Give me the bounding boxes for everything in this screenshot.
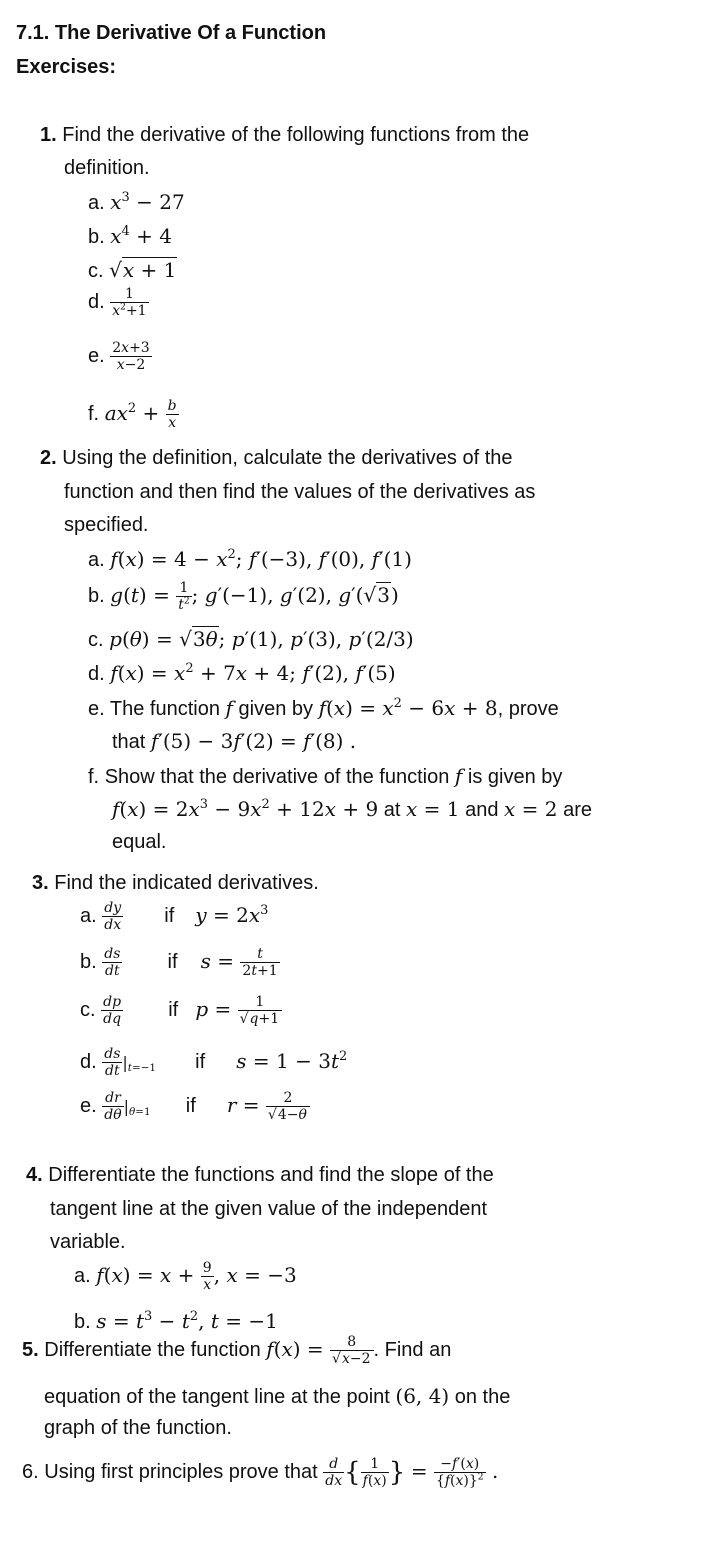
q3-line1 bbox=[32, 872, 319, 895]
q3-a-label: a. bbox=[80, 904, 97, 927]
q4-a-expr: f(x) = x + bbox=[96, 1262, 201, 1287]
q1-item-f bbox=[88, 398, 179, 431]
q5-text-1b: . Find an bbox=[373, 1338, 452, 1361]
q2-f-x2: x = 2 bbox=[504, 797, 558, 821]
q6-line1: 6. Using first principles prove that $\frac{d}{dx}$ { $\frac{1}{f(x)}$ } = $\frac{-f'(x)}{\{f(x)\}^2}$ . bbox=[22, 1456, 499, 1490]
q3-d-label: d. bbox=[80, 1050, 97, 1073]
q2-text-3: specified. bbox=[64, 514, 149, 536]
q3-e-fraction: $\frac{dr}{d\theta}$ bbox=[104, 1090, 122, 1124]
q3-b-expr: s = bbox=[200, 948, 241, 973]
q3-a-fraction: $\frac{dy}{dx}$ bbox=[104, 900, 122, 934]
q4-text-3: variable. bbox=[50, 1231, 126, 1253]
q2-f-label: f. bbox=[88, 766, 100, 788]
q2-item-f bbox=[88, 764, 562, 789]
q4-text-1: Differentiate the functions and find the slope of the bbox=[48, 1164, 494, 1186]
q1-a-expr: $x^3 - 27$ bbox=[110, 190, 185, 214]
q2-item-c bbox=[88, 627, 414, 652]
q1-number: 1. bbox=[40, 124, 57, 146]
q4-item-b bbox=[74, 1309, 278, 1334]
q3-b-label: b. bbox=[80, 950, 97, 973]
q2-f-expr: $f(x) = 2x^3 - 9x^2 + 12x + 9$ bbox=[112, 797, 379, 821]
q5-fraction: $\frac{8}{√x-2}$ bbox=[330, 1334, 373, 1367]
q2-d-expr: $f(x) = x^2 + 7x + 4$; f′(2), f′(5) bbox=[110, 661, 396, 685]
q3-e-expr: r = bbox=[226, 1092, 266, 1117]
q4-a-label: a. bbox=[74, 1264, 91, 1287]
q2-f-text-4: and bbox=[465, 799, 499, 821]
q2-f-x1: x = 1 bbox=[406, 797, 460, 821]
q3-a-expr: $y = 2x^3$ bbox=[195, 902, 269, 927]
q2-b-expr: g(t) = bbox=[110, 582, 177, 607]
q3-c-expr: p = bbox=[195, 996, 238, 1021]
q2-a-label: a. bbox=[88, 549, 105, 571]
q4-a-fraction: $\frac{9}{x}$ bbox=[202, 1260, 212, 1294]
q2-e-text-2: given by bbox=[238, 698, 313, 720]
q1-item-d bbox=[88, 286, 149, 319]
q1-e-label: e. bbox=[88, 344, 105, 367]
q3-b-fraction: $\frac{ds}{dt}$ bbox=[104, 946, 121, 980]
q2-line1 bbox=[40, 447, 513, 470]
q2-item-f-line2 bbox=[112, 797, 592, 822]
q4-b-label: b. bbox=[74, 1311, 91, 1333]
q1-item-e bbox=[88, 340, 152, 373]
q2-text-2: function and then find the values of the derivatives as bbox=[64, 481, 536, 503]
q2-e-f: f bbox=[225, 696, 233, 720]
q2-f-text-6: equal. bbox=[112, 831, 167, 853]
q4-b-expr: $s = t^3 - t^2$, t = −1 bbox=[96, 1309, 278, 1333]
q1-line1 bbox=[40, 124, 529, 147]
q2-c-expr: p(θ) = √3θ; p′(1), p′(3), p′(2/3) bbox=[109, 627, 414, 651]
q3-d-expr: $s = 1 - 3t^2$ bbox=[236, 1048, 348, 1073]
q3-e-if: if bbox=[185, 1094, 196, 1117]
q3-c-if: if bbox=[168, 998, 179, 1021]
q3-a-if: if bbox=[164, 904, 175, 927]
q1-item-c bbox=[88, 258, 177, 283]
q3-item-d bbox=[80, 1046, 347, 1079]
q2-f-text-2: is given by bbox=[467, 766, 563, 788]
q1-f-fraction: $\frac{b}{x}$ bbox=[167, 398, 177, 432]
q1-b-expr: $x^4 + 4$ bbox=[110, 224, 173, 248]
q3-e-rhs-fraction: $\frac{2}{√4-\theta}$ bbox=[266, 1090, 310, 1123]
q2-f-text-3: at bbox=[383, 799, 401, 821]
q3-text: Find the indicated derivatives. bbox=[54, 872, 319, 894]
q2-f-f: f bbox=[454, 764, 463, 788]
q3-e-label: e. bbox=[80, 1094, 97, 1117]
q5-text-3: graph of the function. bbox=[44, 1417, 232, 1439]
q1-a-label: a. bbox=[88, 192, 105, 214]
q2-item-d bbox=[88, 661, 396, 686]
q2-number: 2. bbox=[40, 447, 57, 469]
q1-c-label: c. bbox=[88, 260, 104, 282]
q3-b-if: if bbox=[167, 950, 178, 973]
q5-text-2: equation of the tangent line at the point bbox=[44, 1386, 390, 1408]
q4-line1 bbox=[26, 1164, 494, 1187]
q3-e-eval: $|_{\theta=1}$ bbox=[123, 1096, 151, 1118]
q3-c-label: c. bbox=[80, 998, 96, 1021]
q5-text-1: Differentiate the function bbox=[44, 1338, 261, 1361]
q2-f-text-5: are bbox=[563, 799, 592, 821]
q2-b-label: b. bbox=[88, 584, 105, 607]
q2-d-label: d. bbox=[88, 663, 105, 685]
q3-c-rhs-fraction: $\frac{1}{√q+1}$ bbox=[238, 994, 283, 1027]
q5-text-2b: on the bbox=[454, 1386, 511, 1408]
q2-c-label: c. bbox=[88, 629, 104, 651]
q6-number: 6. bbox=[22, 1460, 39, 1483]
q1-c-expr: √x + 1 bbox=[109, 258, 177, 282]
q3-d-fraction: $\frac{ds}{dt}$ bbox=[104, 1046, 121, 1080]
q6-text: Using first principles prove that bbox=[44, 1460, 318, 1483]
q2-f-text-1: Show that the derivative of the function bbox=[104, 766, 450, 788]
q3-d-if: if bbox=[195, 1050, 206, 1073]
q5-number: 5. bbox=[22, 1338, 39, 1361]
q3-item-e bbox=[80, 1090, 310, 1123]
q1-d-label: d. bbox=[88, 290, 105, 313]
q2-e-text-1: The function bbox=[109, 698, 220, 720]
q2-item-e-line2: that f′(5) − 3f′(2) = f′(8) . bbox=[112, 729, 357, 753]
q6-rhs-fraction: $\frac{-f'(x)}{\{f(x)\}^2}$ bbox=[435, 1456, 484, 1490]
q2-e-label: e. bbox=[88, 698, 105, 720]
q2-item-e bbox=[88, 696, 559, 721]
q5-line1 bbox=[22, 1334, 451, 1367]
q2-e-text-3: , prove bbox=[497, 698, 559, 720]
q2-item-a bbox=[88, 547, 412, 572]
q3-d-eval: $|_{t=-1}$ bbox=[122, 1052, 157, 1074]
q3-b-rhs-fraction: $\frac{t}{2t+1}$ bbox=[242, 946, 278, 980]
q2-e-expr: $f(x) = x^2 - 6x + 8$ bbox=[318, 696, 498, 720]
q1-item-b bbox=[88, 224, 172, 249]
q6-d-dx: $\frac{d}{dx}$ bbox=[325, 1456, 343, 1490]
q2-b-fraction: $\frac{1}{t^2}$ bbox=[178, 580, 190, 614]
q5-line2 bbox=[44, 1384, 510, 1409]
q1-text-2: definition. bbox=[64, 157, 150, 179]
q5-point: (6, 4) bbox=[395, 1384, 450, 1408]
q5-expr: f(x) = bbox=[266, 1336, 331, 1361]
exercises-heading: Exercises: bbox=[16, 56, 117, 78]
q1-text-1: Find the derivative of the following functions from the bbox=[62, 124, 530, 146]
q1-f-expr: $ax^2$ + bbox=[104, 400, 166, 425]
q6-inner-fraction: $\frac{1}{f(x)}$ bbox=[362, 1456, 387, 1490]
section-title: 7.1. The Derivative Of a Function bbox=[16, 22, 327, 44]
q2-text-1: Using the definition, calculate the derivatives of the bbox=[62, 447, 513, 469]
q4-text-2: tangent line at the given value of the independent bbox=[50, 1198, 488, 1220]
q1-d-fraction: $\frac{1}{x^2+1}$ bbox=[112, 286, 147, 320]
q1-e-fraction: $\frac{2x+3}{x-2}$ bbox=[112, 340, 150, 374]
q4-item-a: a. f(x) = x + $\frac{9}{x}$ , x = −3 bbox=[74, 1260, 297, 1294]
q2-e-expr-2: f′(5) − 3f′(2) = f′(8) bbox=[150, 729, 344, 753]
q2-e-text-4: that bbox=[112, 731, 146, 753]
q3-item-b bbox=[80, 946, 280, 979]
q3-number: 3. bbox=[32, 872, 49, 894]
q3-c-fraction: $\frac{dp}{dq}$ bbox=[103, 994, 122, 1028]
q1-item-a bbox=[88, 190, 185, 215]
q4-number: 4. bbox=[26, 1164, 43, 1186]
q3-item-a bbox=[80, 900, 268, 933]
q1-b-label: b. bbox=[88, 226, 105, 248]
q2-item-b: b. g(t) = $\frac{1}{t^2}$ ; g′(−1), g′(2), g′(√3) bbox=[88, 580, 399, 614]
q1-f-label: f. bbox=[88, 402, 100, 425]
q2-a-expr: $f(x) = 4 - x^2$; f′(−3), f′(0), f′(1) bbox=[110, 547, 412, 571]
q3-item-c bbox=[80, 994, 282, 1027]
